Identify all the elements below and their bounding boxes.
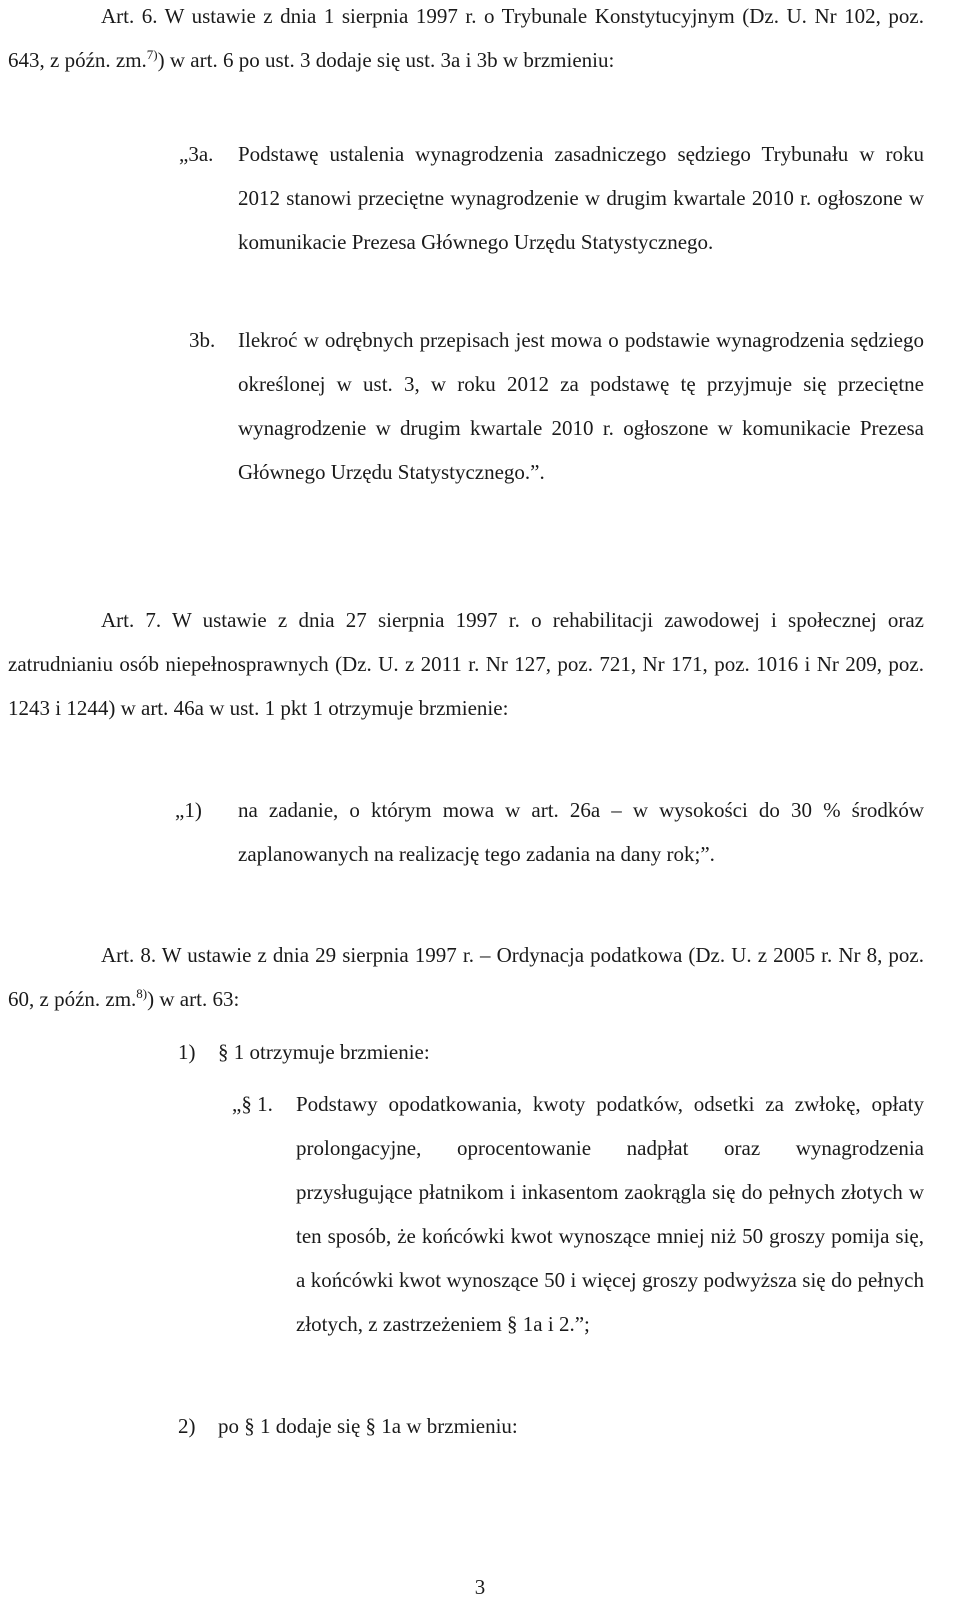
item-1-text: § 1 otrzymuje brzmienie: [218,1040,430,1064]
page-number: 3 [474,1575,486,1599]
footnote-ref-7: 7) [146,47,158,62]
article-6-lead: Art. 6. W ustawie z dnia 1 sierpnia 1997 r. o Trybunale Konstytucyjnym (Dz. U. Nr 102, poz. 643, z późn. zm. [8,4,924,72]
para-3b-text: Ilekroć w odrębnych przepisach jest mowa o podstawie wynagrodzenia sędziego określonej w ust. 3, w roku 2012 za podstawę tę przyjmuje się przeciętne wynagrodzenie w drugim kwartale 2010 r. ogłoszone w komunikacie Prezesa Głównego Urzędu Statystycznego.”. [238,328,924,484]
item-2-text: po § 1 dodaje się § 1a w brzmieniu: [218,1414,518,1438]
article-6-tail: ) w art. 6 po ust. 3 dodaje się ust. 3a i 3b w brzmieniu: [157,48,615,72]
article-8-lead: Art. 8. W ustawie z dnia 29 sierpnia 1997 r. – Ordynacja podatkowa (Dz. U. z 2005 r. Nr 8, poz. 60, z późn. zm. [8,943,924,1011]
item-2-number: 2) [178,1414,196,1438]
section-1-text: Podstawy opodatkowania, kwoty podatków, odsetki za zwłokę, opłaty prolongacyjne, oprocentowanie nadpłat oraz wynagrodzenia przysługujące płatnikom i inkasentom zaokrągla się do pełnych złotych w ten sposób, że końcówki kwot wynoszące mniej niż 50 groszy pomija się, a końcówki kwot wynoszące 50 i więcej groszy podwyższa się do pełnych złotych, z zastrzeżeniem § 1a i 2.”; [296,1092,924,1336]
para-3a-number: „3a. [179,142,214,166]
article-8-intro [8,933,924,1021]
article-7-intro: Art. 7. W ustawie z dnia 27 sierpnia 1997 r. o rehabilitacji zawodowej i społecznej oraz zatrudnianiu osób niepełnosprawnych (Dz. U. z 2011 r. Nr 127, poz. 721, Nr 171, poz. 1016 i Nr 209, poz. 1243 i 1244) w art. 46a w ust. 1 pkt 1 otrzymuje brzmienie: [8,608,924,720]
section-1-number: „§ 1. [232,1092,273,1116]
point-1-text: na zadanie, o którym mowa w art. 26a – w wysokości do 30 % środków zaplanowanych na realizację tego zadania na dany rok;”. [238,798,924,866]
article-8 [8,933,924,1021]
item-1-number: 1) [178,1040,196,1064]
footnote-ref-8: 8) [136,986,148,1001]
para-3a-text: Podstawę ustalenia wynagrodzenia zasadniczego sędziego Trybunału w roku 2012 stanowi przeciętne wynagrodzenie w drugim kwartale 2010 r. ogłoszone w komunikacie Prezesa Głównego Urzędu Statystycznego. [238,142,924,254]
para-3b-number: 3b. [189,328,216,352]
article-7 [8,598,924,730]
article-8-tail: ) w art. 63: [147,987,240,1011]
article-6-intro [8,0,924,82]
article-6 [8,0,924,82]
point-1-number: „1) [175,798,202,822]
